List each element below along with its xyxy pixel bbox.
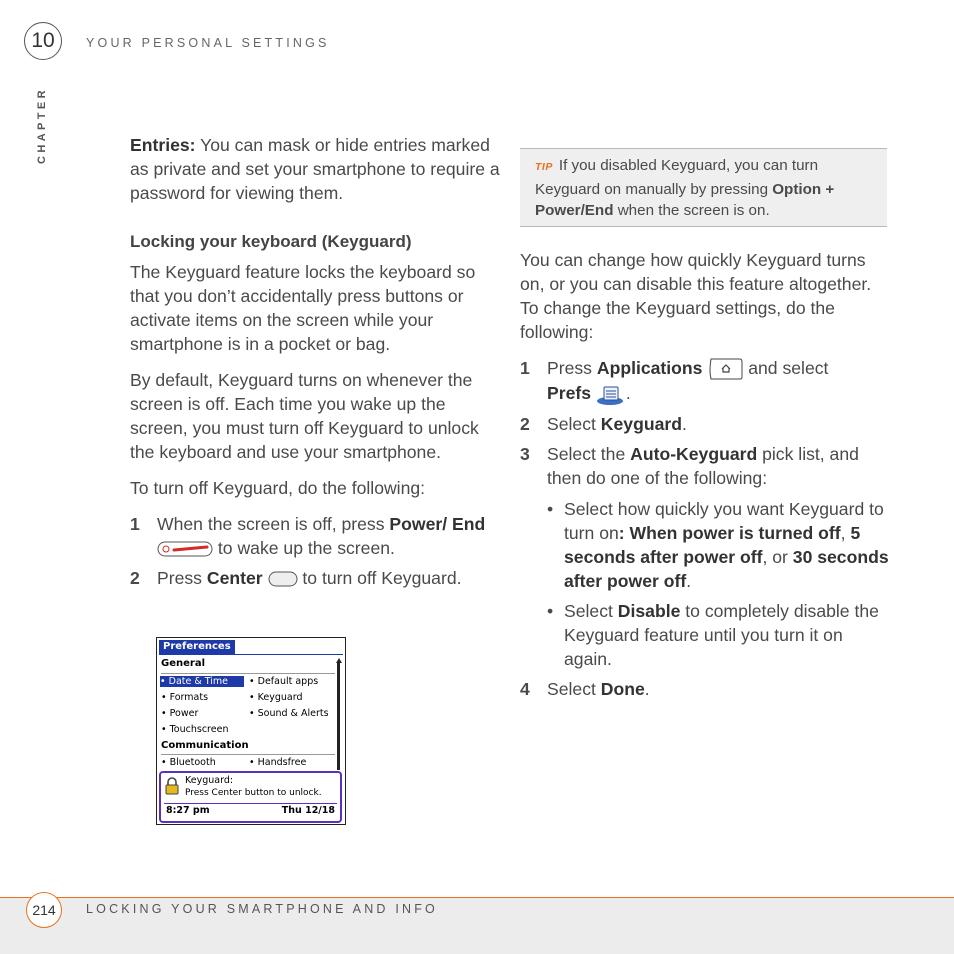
- pref-date-time[interactable]: • Date & Time: [160, 676, 244, 687]
- section-title: LOCKING YOUR SMARTPHONE AND INFO: [86, 902, 438, 916]
- footer-rule: [0, 897, 954, 898]
- chapter-number: 10: [24, 22, 62, 60]
- step-r3: 3 Select the Auto-Keyguard pick list, and then do one of the following: • Select how quickly you want Keyguard to turn on: When power is turned off, 5 seconds after power off, or 30 seconds after power off. • Select Disable to completely disable the Keyguard feature until you turn it on again.: [520, 443, 889, 669]
- left-column: [130, 133, 502, 590]
- step-r2: 2 Select Keyguard.: [520, 413, 687, 434]
- pref-default-apps[interactable]: • Default apps: [249, 676, 319, 687]
- screen-title: Preferences: [159, 640, 235, 654]
- applications-key-icon: [707, 357, 743, 381]
- keyguard-dialog: [159, 771, 342, 823]
- pref-bluetooth[interactable]: • Bluetooth: [161, 757, 216, 768]
- general-section: General: [161, 658, 205, 669]
- section-heading: Locking your keyboard (Keyguard): [130, 232, 412, 251]
- default-paragraph: By default, Keyguard turns on whenever the screen is off. Each time you wake up the screen, you must turn off Keyguard to unlock the keyboard and use your smartphone.: [130, 370, 479, 462]
- step-2: 2 Press Center to turn off Keyguard.: [130, 568, 462, 588]
- status-time: 8:27 pm: [166, 805, 210, 816]
- pref-formats[interactable]: • Formats: [161, 692, 209, 703]
- preferences-screenshot: [156, 637, 346, 825]
- change-paragraph: You can change how quickly Keyguard turns on, or you can disable this feature altogether. To change the Keyguard settings, do the following:: [520, 250, 872, 342]
- pref-touchscreen[interactable]: • Touchscreen: [161, 724, 229, 735]
- page-number: 214: [26, 892, 62, 928]
- scrollbar[interactable]: [337, 662, 340, 770]
- keyguard-title: Keyguard:: [185, 775, 234, 786]
- pref-handsfree[interactable]: • Handsfree: [249, 757, 307, 768]
- bullet-disable: • Select Disable to completely disable the Keyguard feature until you turn it on again.: [547, 600, 879, 669]
- intro-paragraph: The Keyguard feature locks the keyboard so that you don’t accidentally press buttons or activate items on the screen while your smartphone is in a pocket or bag.: [130, 262, 476, 354]
- turn-off-paragraph: To turn off Keyguard, do the following:: [130, 478, 426, 498]
- pref-power[interactable]: • Power: [161, 708, 199, 719]
- pref-keyguard[interactable]: • Keyguard: [249, 692, 303, 703]
- tip-box: [520, 148, 887, 227]
- right-column: [520, 248, 890, 701]
- pref-sound-alerts[interactable]: • Sound & Alerts: [249, 708, 329, 719]
- step-r1: 1 Press Applications and select Prefs .: [520, 356, 890, 406]
- lock-icon: [165, 777, 179, 795]
- communication-section: Communication: [161, 740, 249, 751]
- status-date: Thu 12/18: [281, 805, 335, 816]
- power-end-key-icon: [157, 541, 213, 557]
- chapter-label: CHAPTER: [36, 87, 48, 164]
- keyguard-message: Press Center button to unlock.: [185, 788, 322, 798]
- step-r4: 4 Select Done.: [520, 678, 650, 699]
- center-button-icon: [268, 571, 298, 587]
- tip-label: TIP: [535, 161, 553, 173]
- prefs-icon: [596, 384, 626, 406]
- step-1: 1 When the screen is off, press Power/ End to wake up the screen.: [130, 514, 486, 558]
- chapter-title: YOUR PERSONAL SETTINGS: [86, 36, 330, 50]
- tip-text: TIP If you disabled Keyguard, you can turn Keyguard on manually by pressing Option + Power/End when the screen is on.: [535, 157, 835, 219]
- entries-paragraph: Entries: You can mask or hide entries marked as private and set your smartphone to require a password for viewing them.: [130, 135, 500, 203]
- bullet-timing: • Select how quickly you want Keyguard to turn on: When power is turned off, 5 seconds after power off, or 30 seconds after power off.: [547, 498, 889, 591]
